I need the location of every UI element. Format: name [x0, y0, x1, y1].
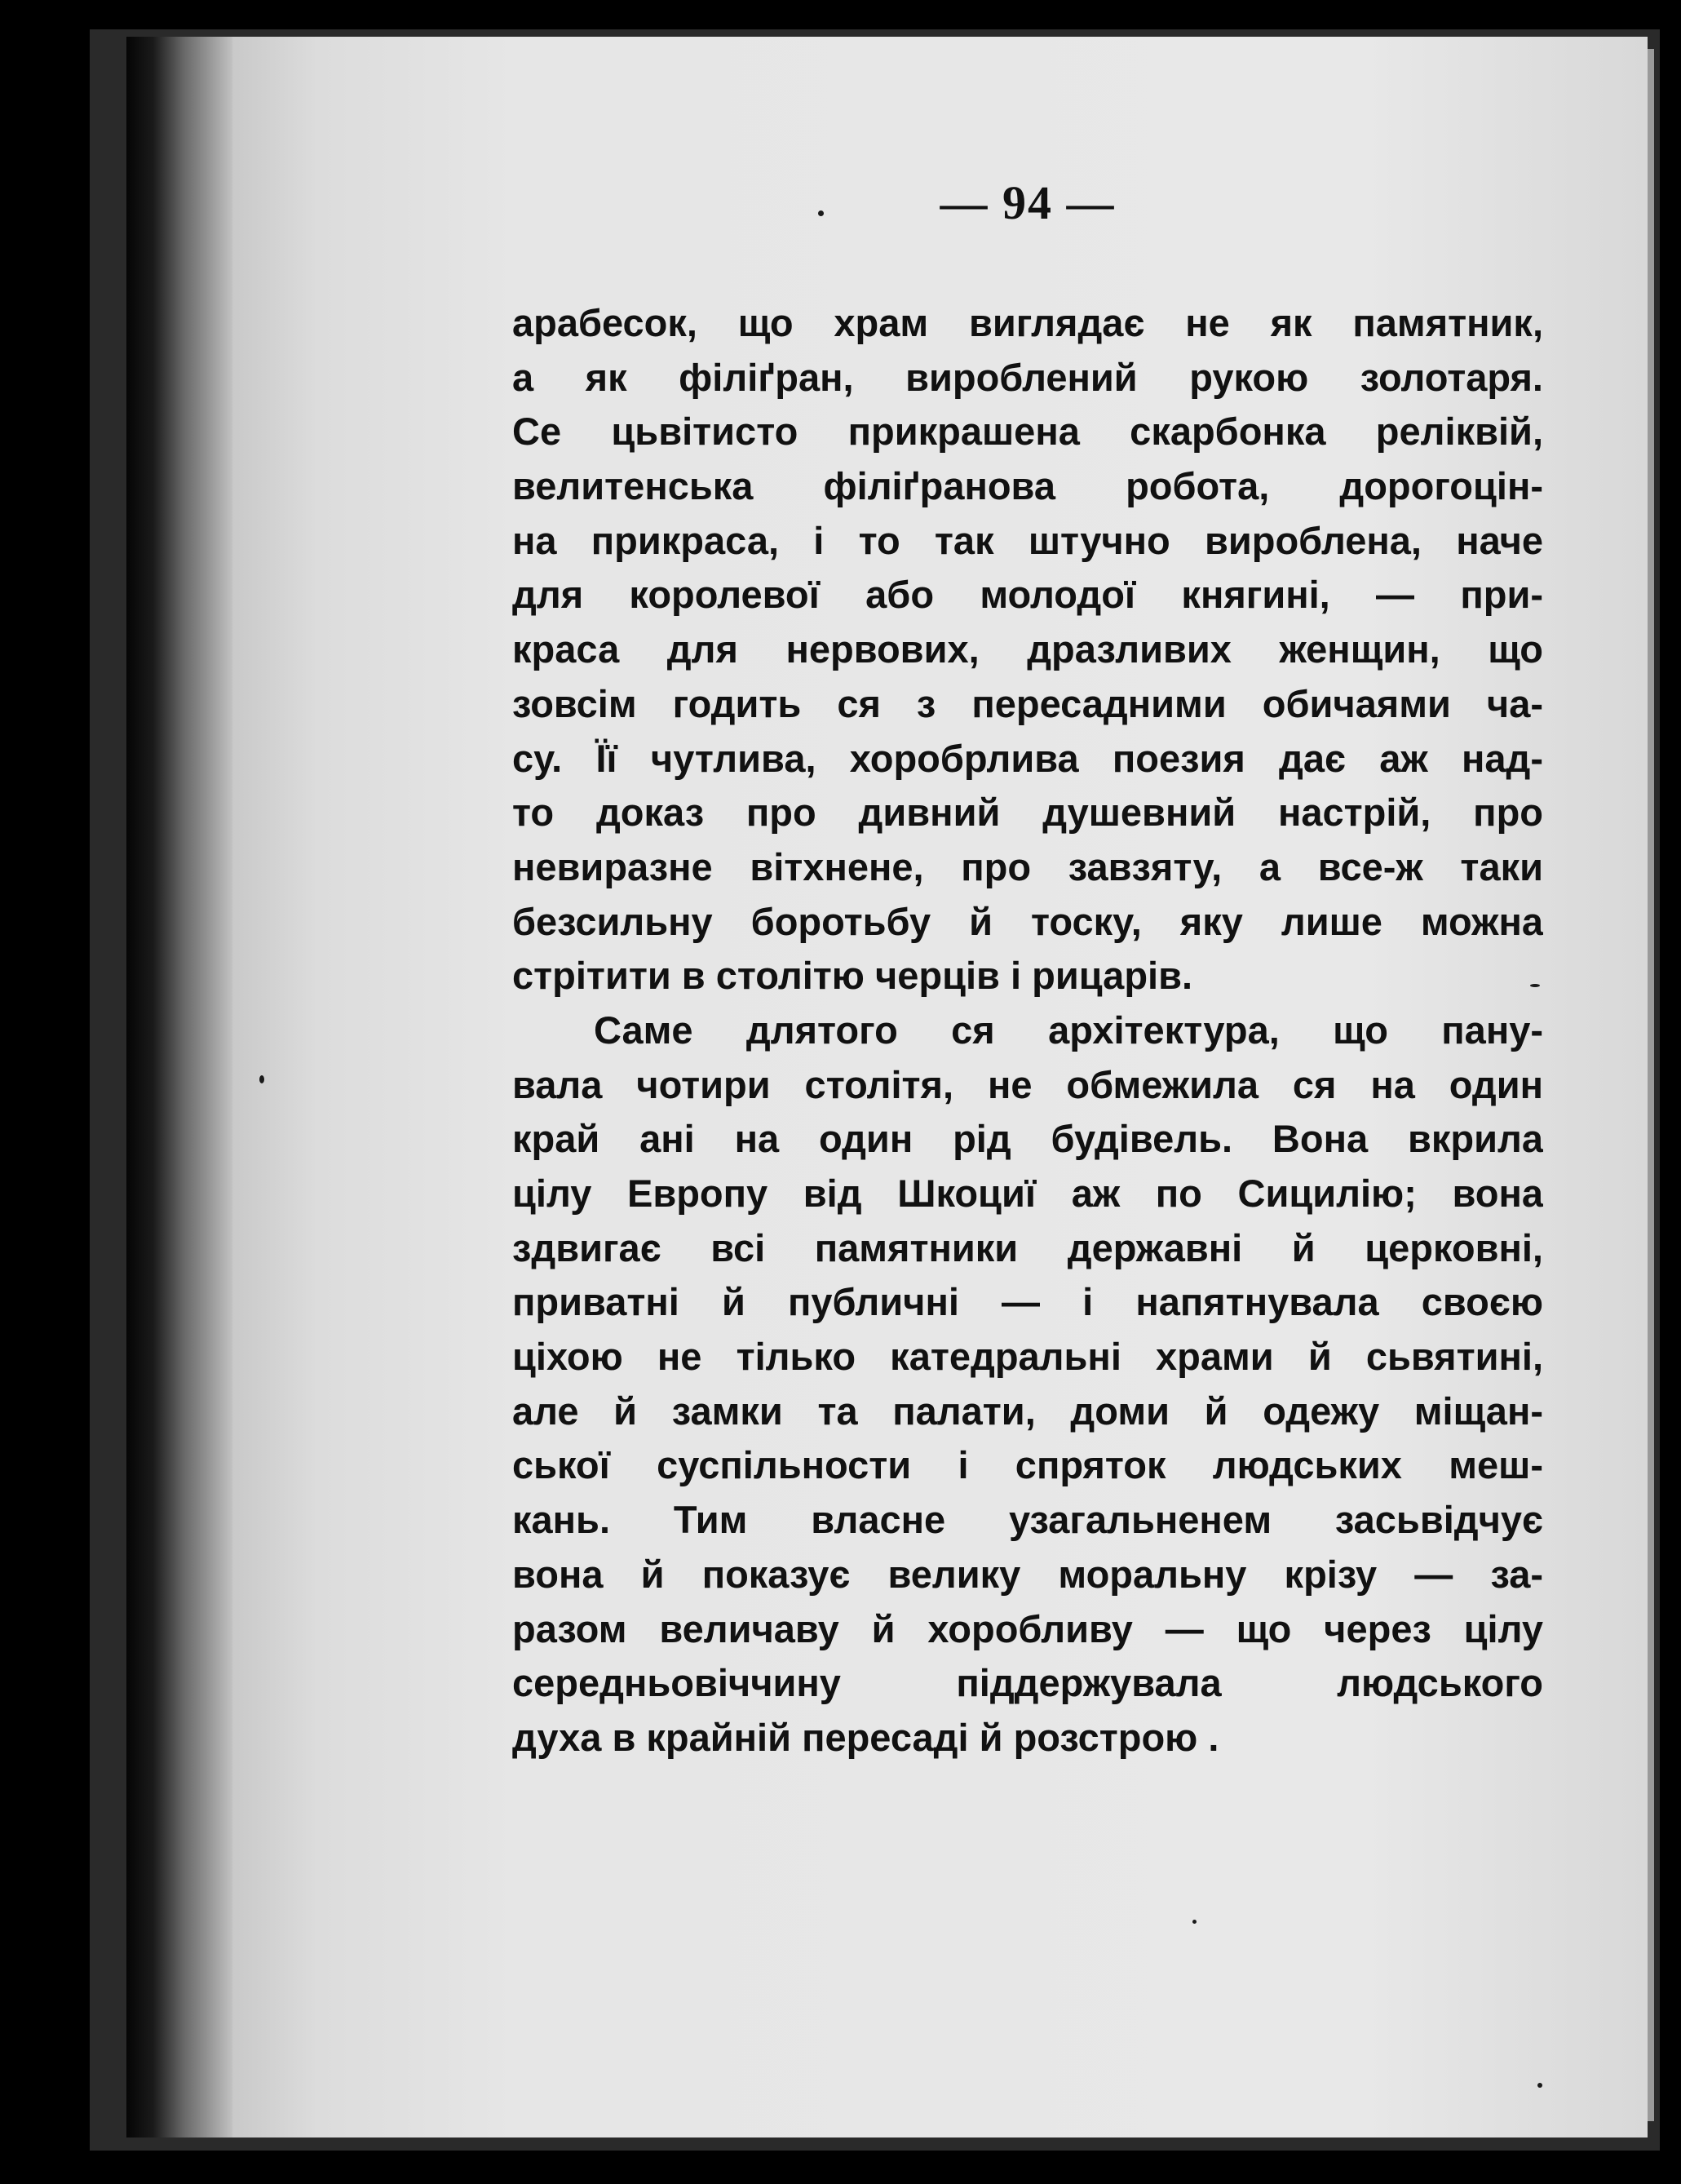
page-edge — [1648, 49, 1654, 2121]
text-line: духа в крайній пересаді й розстрою . — [512, 1715, 1219, 1759]
text-line: вона й показує велику моральну крізу — за- — [512, 1552, 1543, 1596]
text-line: Саме длятого ся архітектура, що пану- — [594, 1008, 1543, 1052]
text-line: вала чотири столітя, не обмежила ся на один — [512, 1062, 1543, 1106]
scan-speck — [818, 210, 824, 216]
text-line: ської суспільности і спряток людських меш- — [512, 1443, 1543, 1487]
text-line: середньовіччину піддержувала людського — [512, 1661, 1543, 1705]
book-spine — [126, 37, 232, 2137]
text-line: ціхою не тілько катедральні храми й сьвятині, — [512, 1335, 1543, 1379]
text-line: здвигає всі памятники державні й церковні, — [512, 1225, 1543, 1269]
page-number: — 94 — — [940, 176, 1116, 229]
text-line: для королевої або молодої княгині, — при- — [512, 573, 1543, 617]
page-text — [512, 296, 1543, 1765]
scan-speck — [1192, 1920, 1197, 1924]
text-line: але й замки та палати, доми й одежу міщан- — [512, 1389, 1543, 1433]
text-line: безсильну боротьбу й тоску, яку лише можна — [512, 899, 1543, 943]
paragraph-1 — [512, 296, 1543, 1003]
scan-speck — [259, 1075, 264, 1083]
text-line: зовсім годить ся з пересадними обичаями ча- — [512, 681, 1543, 725]
text-line: велитенська філіґранова робота, дорогоцін- — [512, 464, 1543, 508]
text-line: стрітити в столітю черців і рицарів. — [512, 954, 1193, 998]
text-line: разом величаву й хоробливу — що через цілу — [512, 1606, 1543, 1650]
text-line: приватні й публичні — і напятнувала своєю — [512, 1280, 1543, 1324]
text-line: край ані на один рід будівель. Вона вкрила — [512, 1117, 1543, 1161]
paragraph-2 — [512, 1003, 1543, 1765]
scan-speck — [1530, 984, 1540, 987]
text-line: невиразне вітхнене, про завзяту, а все-ж таки — [512, 844, 1543, 888]
scan-speck — [1537, 2083, 1542, 2088]
text-line: арабесок, що храм виглядає не як памятник, — [512, 301, 1543, 344]
text-line: то доказ про дивний душевний настрій, про — [512, 791, 1543, 835]
text-line: на прикраса, і то так штучно вироблена, наче — [512, 518, 1543, 562]
text-line: Се цьвітисто прикрашена скарбонка реліквій, — [512, 410, 1543, 454]
text-line: цілу Европу від Шкоциї аж по Сицилію; вона — [512, 1172, 1543, 1215]
text-line: кань. Тим власне узагальненем засьвідчує — [512, 1498, 1543, 1542]
text-line: краса для нервових, дразливих женщин, що — [512, 627, 1543, 671]
text-line: су. Її чутлива, хоробрлива поезия дає аж над- — [512, 736, 1543, 780]
text-line: а як філіґран, вироблений рукою золотаря. — [512, 355, 1543, 399]
